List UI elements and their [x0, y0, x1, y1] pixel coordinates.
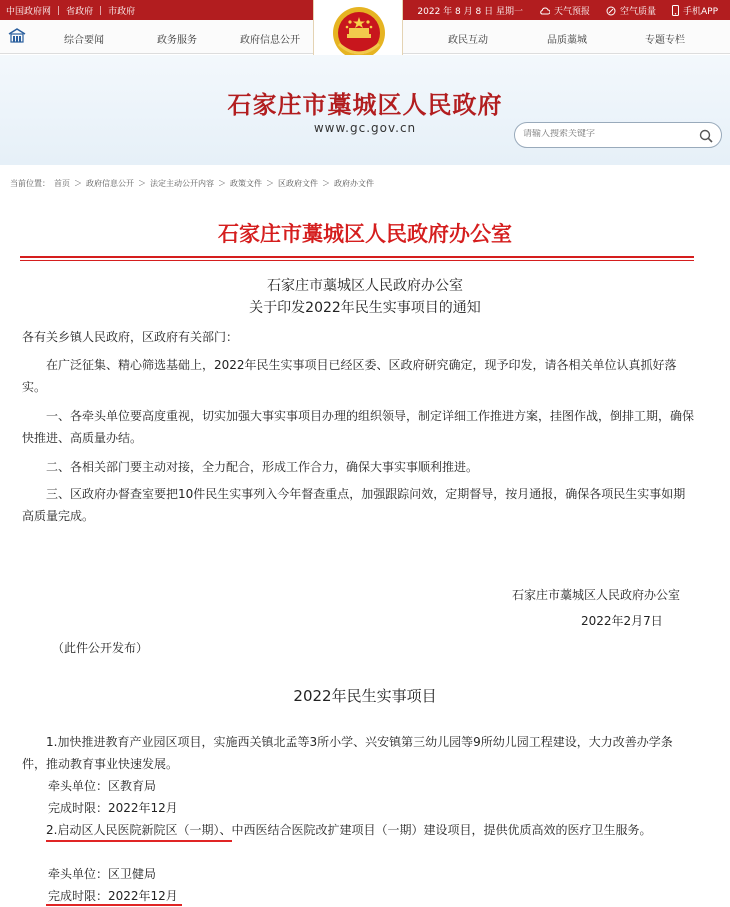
weather-link[interactable]: 天气预报	[539, 4, 590, 17]
link-city-gov[interactable]: 市政府	[108, 7, 136, 17]
project-2-lead: 牵头单位：区卫健局	[48, 867, 157, 881]
highlight-underline	[46, 840, 232, 842]
breadcrumb-sep: ＞	[218, 179, 226, 188]
paragraph-4: 三、区政府办督查室要把10件民生实事列入今年督查重点，加强跟踪问效，定期督导，按月通报，确保各项民生实事如期高质量完成。	[22, 487, 686, 523]
gov-links	[6, 4, 141, 17]
highlight-underline	[46, 904, 182, 906]
mobile-app-link[interactable]: 手机APP	[672, 4, 718, 17]
projects-title: 2022年民生实事项目	[293, 687, 437, 705]
release-note: （此件公开发布）	[52, 641, 149, 655]
project-1-deadline: 完成时限：2022年12月	[48, 801, 178, 815]
divider: |	[99, 5, 103, 16]
breadcrumb-sep: ＞	[74, 179, 82, 188]
paragraph-3: 二、各相关部门要主动对接，全力配合，形成工作合力，确保大事实事顺利推进。	[46, 460, 479, 474]
weather-icon	[539, 6, 550, 15]
breadcrumb-policy[interactable]: 政策文件	[230, 179, 262, 188]
document-title-line2: 关于印发2022年民生实事项目的通知	[249, 300, 481, 316]
breadcrumb-info-disclosure[interactable]: 政府信息公开	[86, 179, 134, 188]
divider: |	[57, 5, 61, 16]
breadcrumb	[10, 178, 378, 189]
air-quality-link[interactable]: 空气质量	[606, 4, 656, 17]
breadcrumb-district-docs[interactable]: 区政府文件	[278, 179, 318, 188]
nav-services[interactable]: 政务服务	[157, 35, 197, 46]
document-title-line1: 石家庄市藁城区人民政府办公室	[267, 278, 463, 294]
nav-gaocheng[interactable]: 品质藁城	[547, 35, 587, 46]
salutation: 各有关乡镇人民政府，区政府有关部门：	[22, 330, 239, 344]
top-right-tools	[401, 4, 718, 17]
document-header: 石家庄市藁城区人民政府办公室	[218, 221, 512, 246]
nav-special[interactable]: 专题专栏	[645, 35, 685, 46]
leaf-icon	[606, 6, 616, 16]
red-divider	[20, 256, 694, 258]
breadcrumb-home[interactable]: 首页	[54, 179, 70, 188]
site-banner	[0, 55, 730, 165]
site-title: 石家庄市藁城区人民政府	[227, 90, 503, 119]
search-box	[514, 122, 722, 148]
breadcrumb-office-docs[interactable]: 政府办文件	[334, 179, 374, 188]
nav-info-disclosure[interactable]: 政府信息公开	[240, 35, 300, 46]
breadcrumb-statutory[interactable]: 法定主动公开内容	[150, 179, 214, 188]
breadcrumb-label: 当前位置：	[10, 179, 50, 188]
document-date: 2022年2月7日	[581, 614, 663, 628]
site-url: www.gc.gov.cn	[313, 121, 417, 135]
phone-icon	[672, 5, 679, 16]
breadcrumb-sep: ＞	[266, 179, 274, 188]
paragraph-1: 在广泛征集、精心筛选基础上，2022年民生实事项目已经区委、区政府研究确定，现予印发，请各相关单位认真抓好落实。	[22, 358, 677, 394]
link-central-gov[interactable]: 中国政府网	[6, 7, 52, 17]
project-1-lead: 牵头单位：区教育局	[48, 779, 157, 793]
nav-news[interactable]: 综合要闻	[64, 35, 104, 46]
emblem-icon	[331, 4, 387, 62]
current-date: 2022 年 8 月 8 日 星期一	[417, 7, 523, 17]
project-item-1: 1.加快推进教育产业园区项目，实施西关镇北孟等3所小学、兴安镇第三幼儿园等9所幼儿园工程建设，大力改善办学条件，推动教育事业快速发展。	[22, 735, 673, 771]
breadcrumb-sep: ＞	[138, 179, 146, 188]
red-divider	[20, 260, 694, 261]
link-province-gov[interactable]: 省政府	[66, 7, 94, 17]
home-icon[interactable]	[8, 28, 26, 48]
search-icon[interactable]	[699, 128, 713, 147]
nav-interaction[interactable]: 政民互动	[448, 35, 488, 46]
project-item-2: 2.启动区人民医院新院区（一期）、中西医结合医院改扩建项目（一期）建设项目，提供优质高效的医疗卫生服务。	[46, 823, 652, 837]
paragraph-2: 一、各牵头单位要高度重视，切实加强大事实事项目办理的组织领导，制定详细工作推进方案，挂图作战，倒排工期，确保快推进、高质量办结。	[22, 409, 695, 445]
breadcrumb-sep: ＞	[322, 179, 330, 188]
search-input[interactable]	[523, 129, 693, 139]
signature: 石家庄市藁城区人民政府办公室	[512, 588, 681, 602]
project-2-deadline: 完成时限：2022年12月	[48, 889, 178, 903]
